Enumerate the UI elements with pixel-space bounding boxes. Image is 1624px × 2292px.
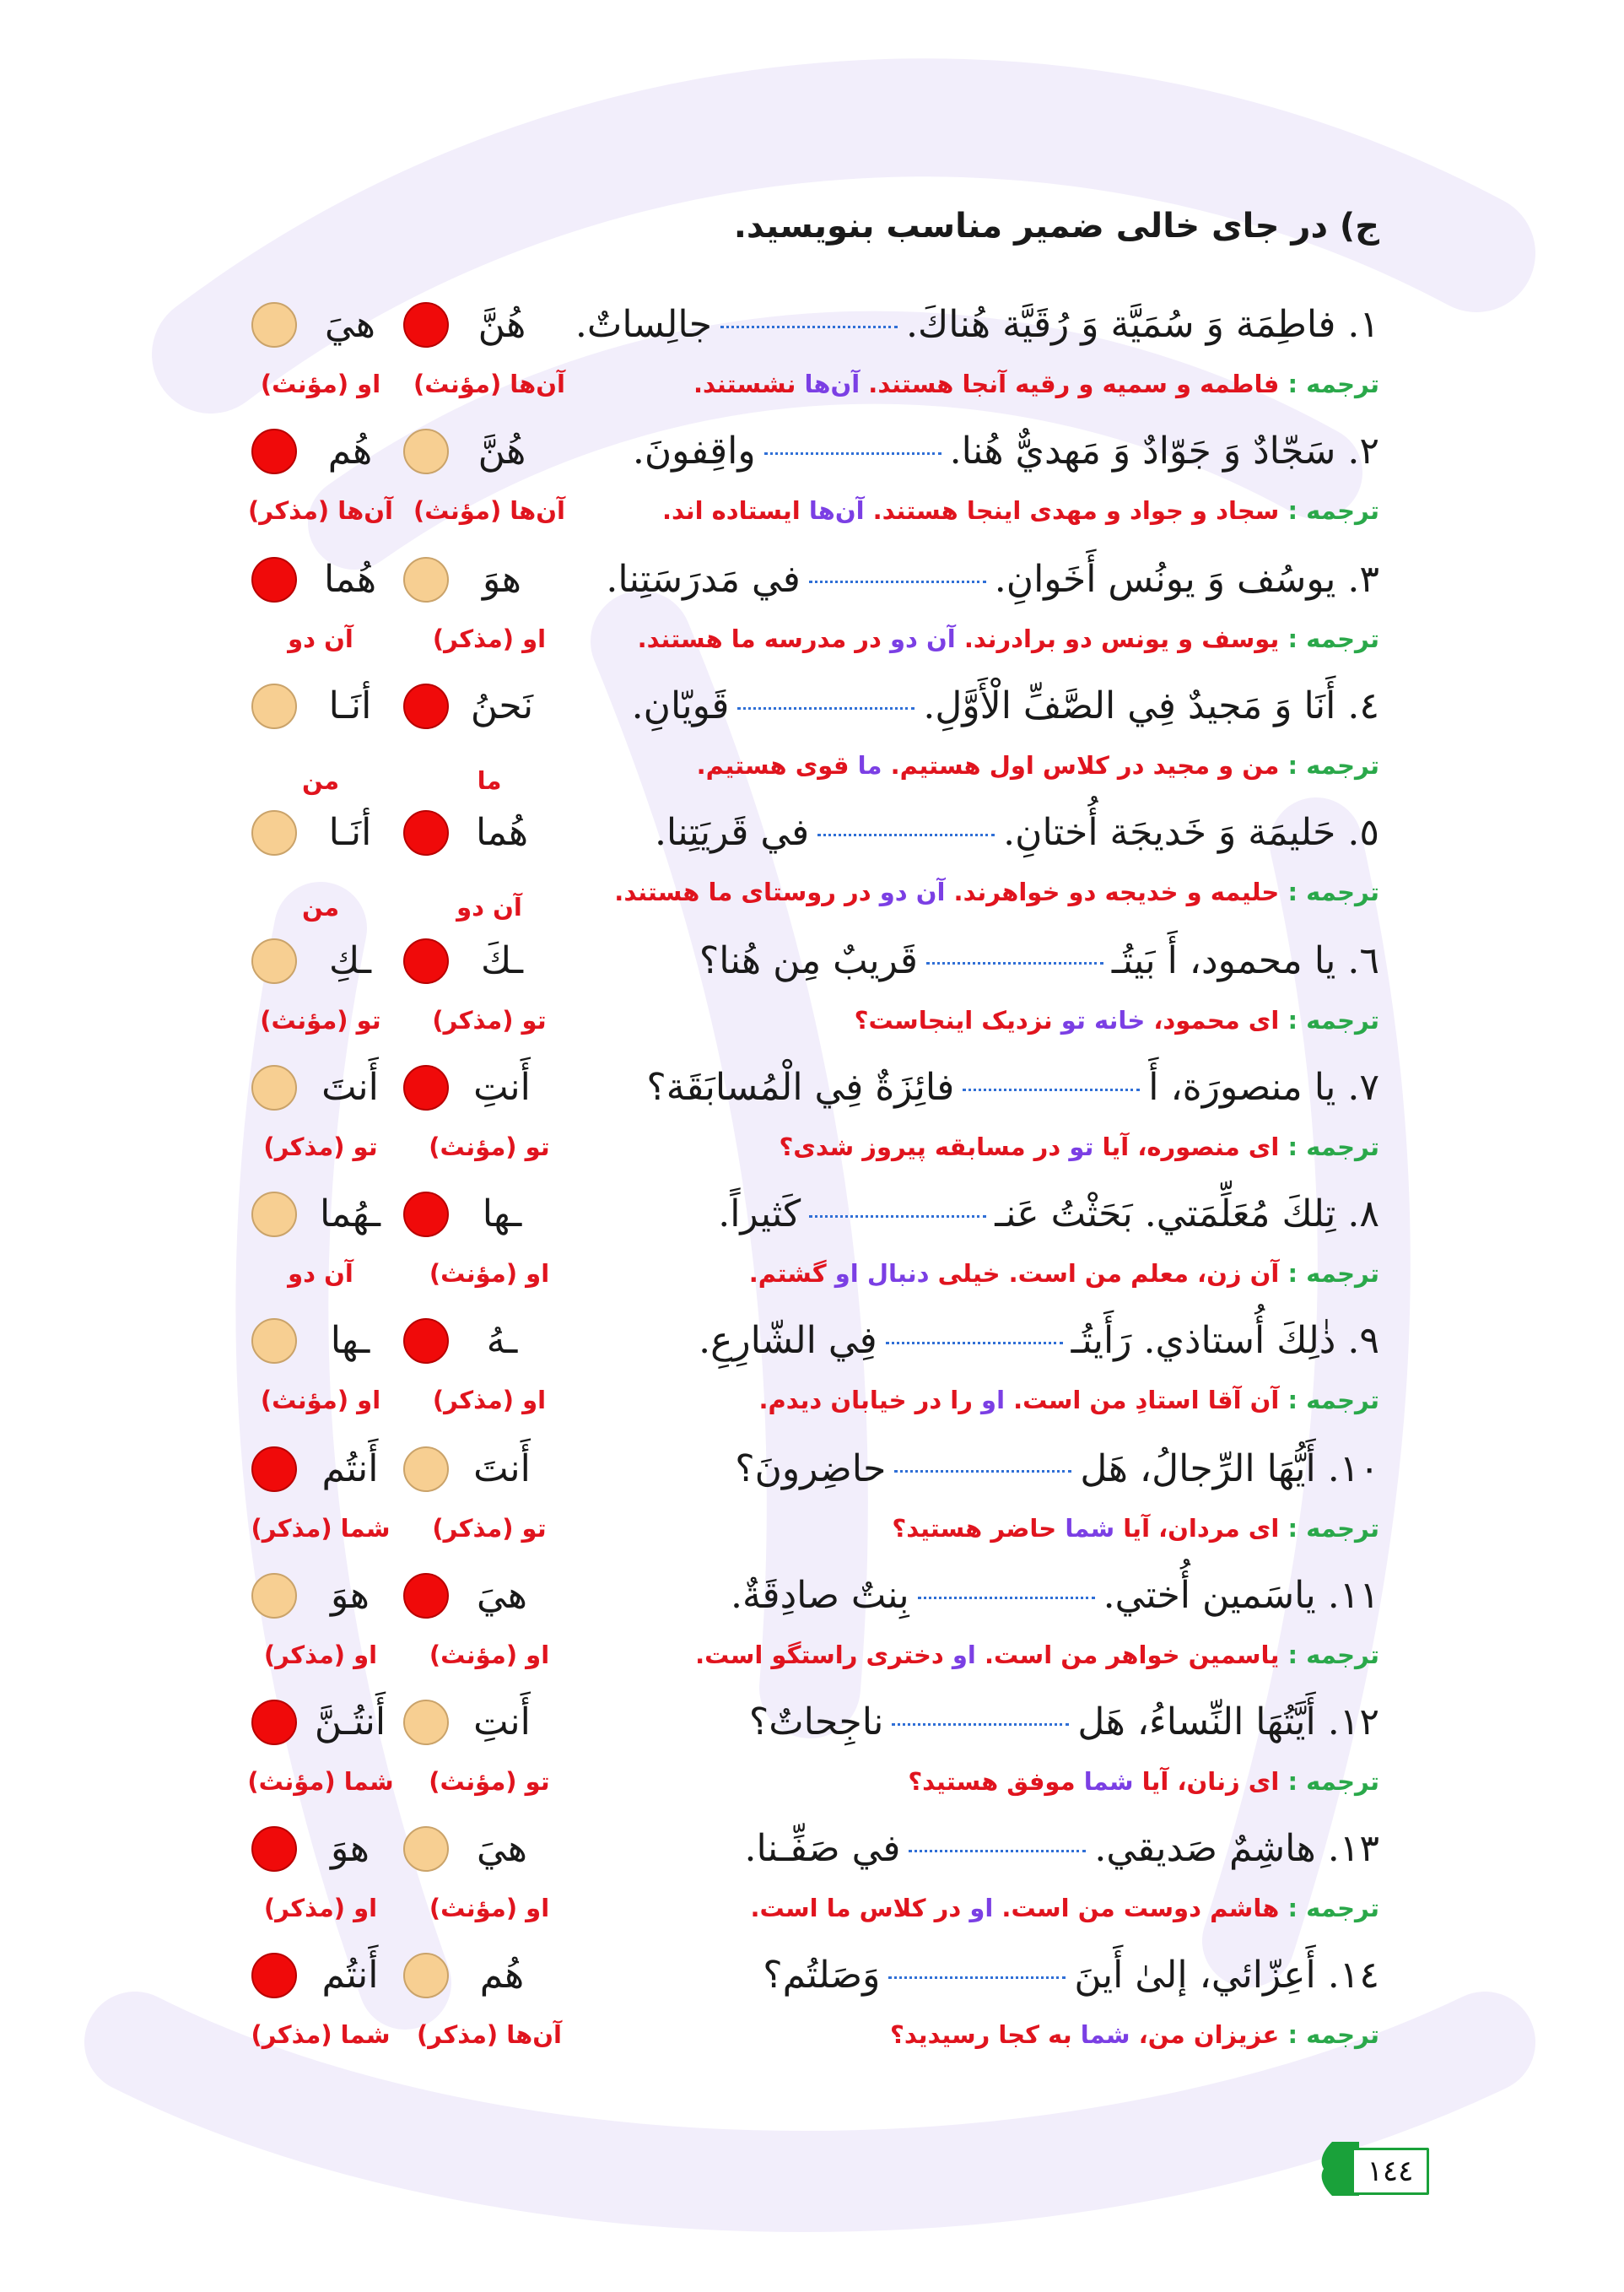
- option-label-right: تو (مؤنث): [429, 1132, 550, 1161]
- option-word-left: هُما: [323, 558, 377, 601]
- translation-part: آن زن، معلم من است. خیلی: [937, 1259, 1280, 1288]
- option-label-left: او (مؤنث): [260, 370, 381, 398]
- question-item: [0, 1946, 1624, 2073]
- translation-label: ترجمه :: [1287, 1894, 1379, 1922]
- answer-blank[interactable]: [720, 326, 898, 328]
- translation-part: دنبال: [866, 1259, 930, 1288]
- translation-line: [908, 1760, 1379, 1803]
- option-label-left: شما (مؤنث): [247, 1767, 394, 1796]
- question-sentence: [763, 1946, 1379, 2005]
- option-word-left: أَنتَ: [321, 1066, 379, 1109]
- option-label-left: تو (مؤنث): [260, 1006, 381, 1035]
- translation-part: ای منصوره، آیا: [1102, 1132, 1280, 1161]
- question-number: ٧.: [1347, 1066, 1379, 1109]
- translation-part: هاشم دوست من است.: [1001, 1894, 1280, 1922]
- answer-blank[interactable]: [809, 1215, 986, 1218]
- option-radio-right[interactable]: [403, 1318, 449, 1364]
- translation-line: [892, 1507, 1379, 1549]
- option-label-right: او (مؤنث): [429, 1641, 550, 1669]
- question-sentence: [735, 1440, 1379, 1499]
- answer-blank[interactable]: [809, 581, 986, 583]
- question-number: ١٠.: [1327, 1447, 1379, 1490]
- option-word-left: أنَـا: [328, 811, 372, 854]
- exercise-heading: ج) در جای خالی ضمیر مناسب بنویسید.: [733, 207, 1379, 246]
- translation-part: یوسف و یونس دو برادرند.: [963, 624, 1280, 653]
- option-word-right: هُنَّ: [477, 430, 526, 473]
- translation-part: آن‌ها: [808, 496, 865, 525]
- answer-blank[interactable]: [817, 834, 995, 836]
- option-word-right: ـها: [482, 1192, 522, 1235]
- question-item: [0, 1058, 1624, 1185]
- answer-blank[interactable]: [737, 707, 915, 710]
- option-radio-left[interactable]: [251, 429, 297, 474]
- option-radio-right[interactable]: [403, 1953, 449, 1998]
- sentence-after-blank: بِنتٌ صادِقَةٌ.: [730, 1574, 909, 1617]
- translation-part: را در خیابان دیدم.: [758, 1386, 973, 1414]
- option-label-right: تو (مذکر): [432, 1006, 547, 1035]
- answer-blank[interactable]: [926, 962, 1103, 965]
- sentence-after-blank: فائِزَةٌ فِي الْمُسابَقَة؟: [646, 1066, 955, 1109]
- translation-line: [749, 1252, 1379, 1295]
- option-radio-left[interactable]: [251, 557, 297, 603]
- option-radio-left[interactable]: [251, 938, 297, 984]
- translation-part: او: [834, 1259, 859, 1288]
- translation-part: او: [952, 1641, 976, 1669]
- option-word-left: أنَـا: [328, 684, 372, 727]
- translation-part: قوی هستیم.: [696, 751, 850, 780]
- option-radio-right[interactable]: [403, 302, 449, 348]
- question-sentence: [633, 422, 1379, 481]
- sentence-after-blank: في مَدرَسَتِنا.: [606, 558, 801, 601]
- answer-blank[interactable]: [886, 1342, 1063, 1344]
- translation-part: شما: [1083, 1767, 1134, 1796]
- option-word-right: هُما: [475, 811, 529, 854]
- option-radio-right[interactable]: [403, 1826, 449, 1872]
- translation-label: ترجمه :: [1287, 1132, 1379, 1161]
- question-number: ٨.: [1347, 1192, 1379, 1235]
- option-word-right: هُنَّ: [477, 303, 526, 346]
- option-radio-left[interactable]: [251, 302, 297, 348]
- translation-label: ترجمه :: [1287, 2020, 1379, 2049]
- translation-part: گشتم.: [748, 1259, 827, 1288]
- option-radio-left[interactable]: [251, 1953, 297, 1998]
- question-item: [0, 1693, 1624, 1819]
- translation-part: در مسابقه پیروز شدی؟: [779, 1132, 1061, 1161]
- translation-part: به کجا رسیدید؟: [890, 2020, 1072, 2049]
- answer-blank[interactable]: [918, 1597, 1095, 1599]
- translation-line: [693, 363, 1379, 405]
- option-word-right: أَنتَ: [473, 1447, 531, 1490]
- question-item: [0, 295, 1624, 422]
- question-number: ١٢.: [1327, 1700, 1379, 1743]
- option-label-left: تو (مذکر): [263, 1132, 378, 1161]
- option-label-left: شما (مذکر): [251, 1514, 391, 1543]
- option-label-right: آن‌ها (مؤنث): [413, 370, 565, 398]
- sentence-before-blank: ذٰلِكَ أُستاذي. رَأَيتُـ: [1071, 1319, 1336, 1362]
- option-word-right: ـهُ: [486, 1319, 518, 1362]
- option-word-left: أَنتُـنَّ: [314, 1700, 386, 1743]
- option-radio-right[interactable]: [403, 429, 449, 474]
- question-item: [0, 550, 1624, 677]
- option-radio-left[interactable]: [251, 1826, 297, 1872]
- question-item: [0, 932, 1624, 1058]
- option-radio-right[interactable]: [403, 1192, 449, 1237]
- translation-label: ترجمه :: [1287, 1259, 1379, 1288]
- option-label-left: او (مؤنث): [260, 1386, 381, 1414]
- translation-part: خانه: [1093, 1006, 1146, 1035]
- option-label-left: شما (مذکر): [251, 2020, 391, 2049]
- translation-part: ای زنان، آیا: [1141, 1767, 1280, 1796]
- option-label-left: آن‌ها (مذکر): [248, 496, 393, 525]
- question-item: [0, 1819, 1624, 1946]
- question-number: ٣.: [1347, 558, 1379, 601]
- answer-blank[interactable]: [894, 1470, 1071, 1473]
- sentence-before-blank: سَجّادٌ وَ جَوّادٌ وَ مَهديٌّ هُنا.: [949, 430, 1336, 473]
- option-radio-right[interactable]: [403, 1573, 449, 1619]
- question-sentence: [699, 1311, 1379, 1370]
- question-item: [0, 1440, 1624, 1566]
- option-word-right: أَنتِ: [473, 1066, 531, 1109]
- question-item: [0, 1185, 1624, 1311]
- question-item: [0, 422, 1624, 549]
- sentence-before-blank: أَنَا وَ مَجيدٌ فِي الصَّفِّ الْأَوَّلِ.: [923, 684, 1336, 727]
- translation-part: حاضر هستید؟: [892, 1514, 1057, 1543]
- translation-part: عزیزان من،: [1138, 2020, 1280, 2049]
- option-label-left: آن دو: [288, 1259, 353, 1288]
- sentence-before-blank: يا منصورَة، أَ: [1148, 1066, 1336, 1109]
- translation-part: فاطمه و سمیه و رقیه آنجا هستند.: [868, 370, 1280, 398]
- translation-label: ترجمه :: [1287, 1641, 1379, 1669]
- sentence-after-blank: واقِفونَ.: [632, 430, 756, 473]
- option-word-right: أَنتِ: [473, 1700, 531, 1743]
- translation-part: شما: [1065, 1514, 1115, 1543]
- option-label-left: او (مذکر): [263, 1641, 378, 1669]
- translation-part: موفق هستید؟: [908, 1767, 1076, 1796]
- question-number: ١.: [1347, 303, 1379, 346]
- translation-part: ایستاده اند.: [661, 496, 801, 525]
- option-word-right: ـكَ: [481, 939, 523, 982]
- option-radio-right[interactable]: [403, 1700, 449, 1745]
- option-radio-right[interactable]: [403, 810, 449, 856]
- translation-line: [750, 1887, 1379, 1929]
- option-label-left: من: [301, 766, 340, 795]
- translation-part: آن آقا استادِ من است.: [1013, 1386, 1280, 1414]
- translation-part: نشستند.: [693, 370, 796, 398]
- option-radio-right[interactable]: [403, 1065, 449, 1111]
- translation-label: ترجمه :: [1287, 624, 1379, 653]
- sentence-after-blank: في قَريَتِنا.: [654, 811, 810, 854]
- option-label-right: او (مؤنث): [429, 1894, 550, 1922]
- sentence-before-blank: تِلكَ مُعَلِّمَتي. بَحَثْتُ عَنـ: [995, 1192, 1336, 1235]
- sentence-before-blank: ياسَمين أُختي.: [1103, 1574, 1316, 1617]
- translation-part: او: [969, 1894, 994, 1922]
- translation-label: ترجمه :: [1287, 496, 1379, 525]
- translation-part: آن دو: [879, 878, 946, 906]
- question-sentence: [718, 1185, 1379, 1244]
- option-word-right: هيَ: [477, 1574, 527, 1617]
- option-word-right: هُم: [479, 1954, 525, 1997]
- answer-blank[interactable]: [963, 1089, 1140, 1091]
- option-radio-left[interactable]: [251, 1700, 297, 1745]
- translation-part: ای مردان، آیا: [1123, 1514, 1280, 1543]
- translation-part: او: [981, 1386, 1006, 1414]
- sentence-after-blank: قَريبٌ مِن هُنا؟: [699, 939, 918, 982]
- question-number: ١٣.: [1327, 1827, 1379, 1870]
- sentence-before-blank: يا محمود، أَ بَيتُـ: [1111, 939, 1336, 982]
- option-word-left: ـهُما: [319, 1192, 380, 1235]
- option-label-left: من: [301, 893, 340, 922]
- option-radio-right[interactable]: [403, 684, 449, 729]
- translation-label: ترجمه :: [1287, 1386, 1379, 1414]
- option-word-left: أَنتُم: [321, 1447, 379, 1490]
- translation-label: ترجمه :: [1287, 1767, 1379, 1796]
- option-label-right: ما: [477, 766, 502, 795]
- translation-line: [890, 2014, 1379, 2056]
- option-label-right: تو (مؤنث): [429, 1767, 550, 1796]
- translation-line: [662, 489, 1379, 532]
- question-number: ٦.: [1347, 939, 1379, 982]
- sentence-after-blank: ناجِحاتٌ؟: [748, 1700, 884, 1743]
- option-label-right: او (مؤنث): [429, 1259, 550, 1288]
- translation-part: آن دو: [890, 624, 956, 653]
- option-radio-left[interactable]: [251, 684, 297, 729]
- translation-part: من و مجید در کلاس اول هستیم.: [890, 751, 1280, 780]
- sentence-after-blank: كَثيراً.: [718, 1192, 801, 1235]
- option-word-left: ـها: [330, 1319, 370, 1362]
- translation-line: [614, 871, 1379, 913]
- translation-part: ما: [857, 751, 882, 780]
- sentence-before-blank: أَيَّتُهَا النِّساءُ، هَل: [1077, 1700, 1316, 1743]
- question-number: ١١.: [1327, 1574, 1379, 1617]
- translation-label: ترجمه :: [1287, 751, 1379, 780]
- option-label-left: آن دو: [288, 624, 353, 653]
- answer-blank[interactable]: [764, 452, 941, 455]
- option-word-left: هُم: [327, 430, 373, 473]
- question-sentence: [606, 550, 1379, 609]
- translation-label: ترجمه :: [1287, 878, 1379, 906]
- translation-part: تو: [1069, 1132, 1094, 1161]
- option-radio-right[interactable]: [403, 938, 449, 984]
- option-word-right: هوَ: [483, 558, 521, 601]
- option-word-right: هيَ: [477, 1827, 527, 1870]
- option-label-right: او (مذکر): [432, 1386, 547, 1414]
- translation-line: [855, 999, 1379, 1041]
- option-word-left: هوَ: [331, 1827, 370, 1870]
- sentence-after-blank: في صَفِّـنا.: [744, 1827, 901, 1870]
- translation-part: دختری راستگو است.: [695, 1641, 944, 1669]
- translation-part: ای محمود،: [1153, 1006, 1280, 1035]
- answer-blank[interactable]: [909, 1850, 1086, 1852]
- translation-part: حلیمه و خدیجه دو خواهرند.: [953, 878, 1280, 906]
- translation-label: ترجمه :: [1287, 1006, 1379, 1035]
- option-word-left: أَنتُم: [321, 1954, 379, 1997]
- option-radio-left[interactable]: [251, 1446, 297, 1492]
- sentence-before-blank: فاطِمَة وَ سُمَيَّة وَ رُقَيَّة هُناكَ.: [905, 303, 1336, 346]
- question-sentence: [699, 932, 1379, 991]
- question-number: ٢.: [1347, 430, 1379, 473]
- option-label-right: تو (مذکر): [432, 1514, 547, 1543]
- question-item: [0, 677, 1624, 803]
- translation-line: [779, 1126, 1379, 1168]
- option-label-left: او (مذکر): [263, 1894, 378, 1922]
- translation-part: تو: [1060, 1006, 1086, 1035]
- sentence-before-blank: أَيُّهَا الرِّجالُ، هَل: [1080, 1447, 1316, 1490]
- question-sentence: [731, 1566, 1379, 1625]
- question-sentence: [646, 1058, 1379, 1117]
- option-radio-left[interactable]: [251, 1192, 297, 1237]
- translation-line: [695, 1634, 1379, 1676]
- option-radio-right[interactable]: [403, 557, 449, 603]
- sentence-before-blank: حَليمَة وَ خَديجَة أُختانِ.: [1003, 811, 1336, 854]
- option-word-left: هيَ: [325, 303, 375, 346]
- option-label-right: آن‌ها (مؤنث): [413, 496, 565, 525]
- question-sentence: [632, 677, 1379, 736]
- translation-line: [638, 618, 1379, 660]
- question-sentence: [749, 1693, 1379, 1752]
- question-item: [0, 1311, 1624, 1438]
- option-word-left: ـكِ: [329, 939, 371, 982]
- translation-part: در کلاس ما است.: [750, 1894, 962, 1922]
- option-radio-left[interactable]: [251, 1573, 297, 1619]
- option-word-left: هوَ: [331, 1574, 370, 1617]
- sentence-after-blank: وَصَلتُم؟: [763, 1954, 881, 1997]
- translation-part: سجاد و جواد و مهدی اینجا هستند.: [872, 496, 1280, 525]
- answer-blank[interactable]: [888, 1976, 1066, 1979]
- translation-part: در مدرسه ما هستند.: [637, 624, 882, 653]
- sentence-after-blank: حاضِرونَ؟: [735, 1447, 887, 1490]
- sentence-before-blank: هاشِمٌ صَديقي.: [1094, 1827, 1316, 1870]
- option-radio-left[interactable]: [251, 1318, 297, 1364]
- option-label-right: او (مذکر): [432, 624, 547, 653]
- option-radio-right[interactable]: [403, 1446, 449, 1492]
- question-number: ١٤.: [1327, 1954, 1379, 1997]
- sentence-after-blank: جالِساتٌ.: [575, 303, 712, 346]
- translation-part: آن‌ها: [804, 370, 861, 398]
- question-sentence: [744, 1819, 1379, 1878]
- option-label-right: آن‌ها (مذکر): [417, 2020, 562, 2049]
- option-word-right: نَحنُ: [470, 684, 534, 727]
- question-item: [0, 1566, 1624, 1693]
- question-sentence: [655, 803, 1379, 862]
- translation-line: [697, 744, 1379, 787]
- option-radio-left[interactable]: [251, 810, 297, 856]
- translation-part: یاسمین خواهر من است.: [984, 1641, 1280, 1669]
- option-radio-left[interactable]: [251, 1065, 297, 1111]
- translation-label: ترجمه :: [1287, 1514, 1379, 1543]
- translation-label: ترجمه :: [1287, 370, 1379, 398]
- translation-part: در روستای ما هستند.: [614, 878, 871, 906]
- page-number: ١٤٤: [1352, 2148, 1429, 2195]
- question-item: [0, 803, 1624, 930]
- question-number: ٤.: [1347, 684, 1379, 727]
- sentence-before-blank: أَعِزّائي، إلىٰ أَينَ: [1074, 1954, 1316, 1997]
- question-number: ٩.: [1347, 1319, 1379, 1362]
- answer-blank[interactable]: [892, 1723, 1069, 1726]
- question-number: ٥.: [1347, 811, 1379, 854]
- option-label-right: آن دو: [456, 893, 522, 922]
- sentence-before-blank: يوسُف وَ يونُس أَخَوانِ.: [994, 558, 1336, 601]
- translation-part: شما: [1080, 2020, 1130, 2049]
- sentence-after-blank: قَويّانِ.: [631, 684, 730, 727]
- translation-part: نزدیک اینجاست؟: [854, 1006, 1053, 1035]
- question-sentence: [575, 295, 1379, 354]
- translation-line: [758, 1379, 1379, 1421]
- sentence-after-blank: فِي الشّارِعِ.: [699, 1319, 877, 1362]
